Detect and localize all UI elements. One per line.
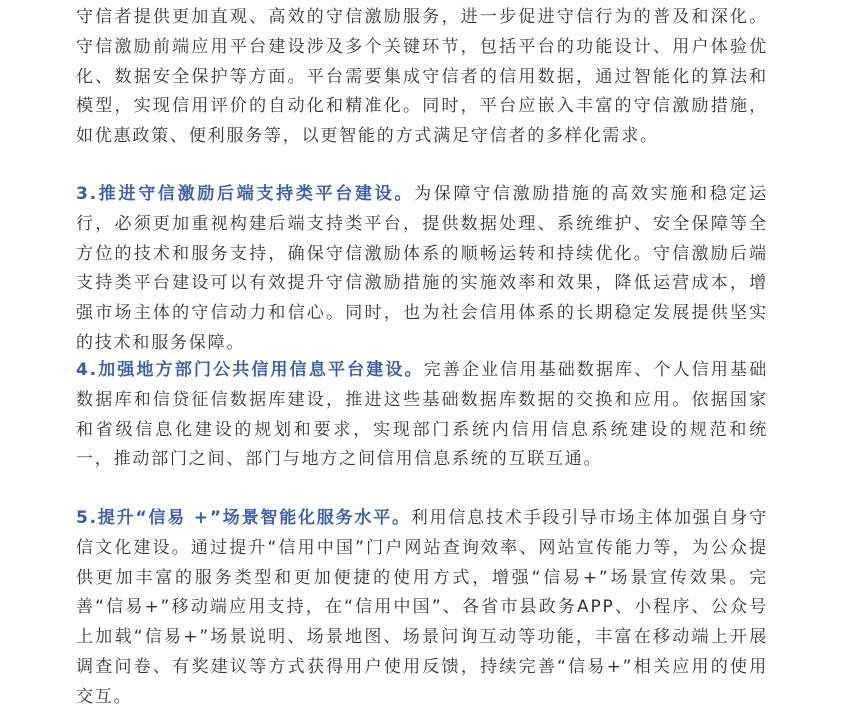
- section-body-5: 利用信息技术手段引导市场主体加强自身守信文化建设。通过提升“信用中国”门户网站查询效率、网站宣传能力等，为公众提供更加丰富的服务类型和更加便捷的使用方式，增强“信易+”场景宣传效果。完善“信易+”移动端应用支持，在“信用中国”、各省市县政务APP、小程序、公众号上加载“信易+”场景说明、场景地图、场景问询互动等功能，丰富在移动端上开展调查问卷、有奖建议等方式获得用户使用反馈，持续完善“信易+”相关应用的使用交互。: [76, 508, 768, 707]
- section-heading-4: 4.加强地方部门公共信用信息平台建设。: [76, 360, 424, 380]
- section-paragraph-3: [76, 180, 768, 359]
- section-paragraph-5: [76, 504, 768, 713]
- intro-paragraph: 守信者提供更加直观、高效的守信激励服务，进一步促进守信行为的普及和深化。守信激励前端应用平台建设涉及多个关键环节，包括平台的功能设计、用户体验优化、数据安全保护等方面。平台需要集成守信者的信用数据，通过智能化的算法和模型，实现信用评价的自动化和精准化。同时，平台应嵌入丰富的守信激励措施，如优惠政策、便利服务等，以更智能的方式满足守信者的多样化需求。: [76, 7, 768, 147]
- section-heading-5: 5.提升“信易 +”场景智能化服务水平。: [76, 508, 411, 528]
- section-heading-3: 3.推进守信激励后端支持类平台建设。: [76, 184, 415, 204]
- section-body-3: 为保障守信激励措施的高效实施和稳定运行，必须更加重视构建后端支持类平台，提供数据处理、系统维护、安全保障等全方位的技术和服务支持，确保守信激励体系的顺畅运转和持续优化。守信激励后端支持类平台建设可以有效提升守信激励措施的实施效率和效果，降低运营成本，增强市场主体的守信动力和信心。同时，也为社会信用体系的长期稳定发展提供坚实的技术和服务保障。: [76, 184, 768, 353]
- section-paragraph-4: [76, 356, 768, 475]
- section-body-4: 完善企业信用基础数据库、个人信用基础数据库和信贷征信数据库建设，推进这些基础数据库数据的交换和应用。依据国家和省级信息化建设的规划和要求，实现部门系统内信用信息系统建设的规范和统一，推动部门之间、部门与地方之间信用信息系统的互联互通。: [76, 360, 768, 470]
